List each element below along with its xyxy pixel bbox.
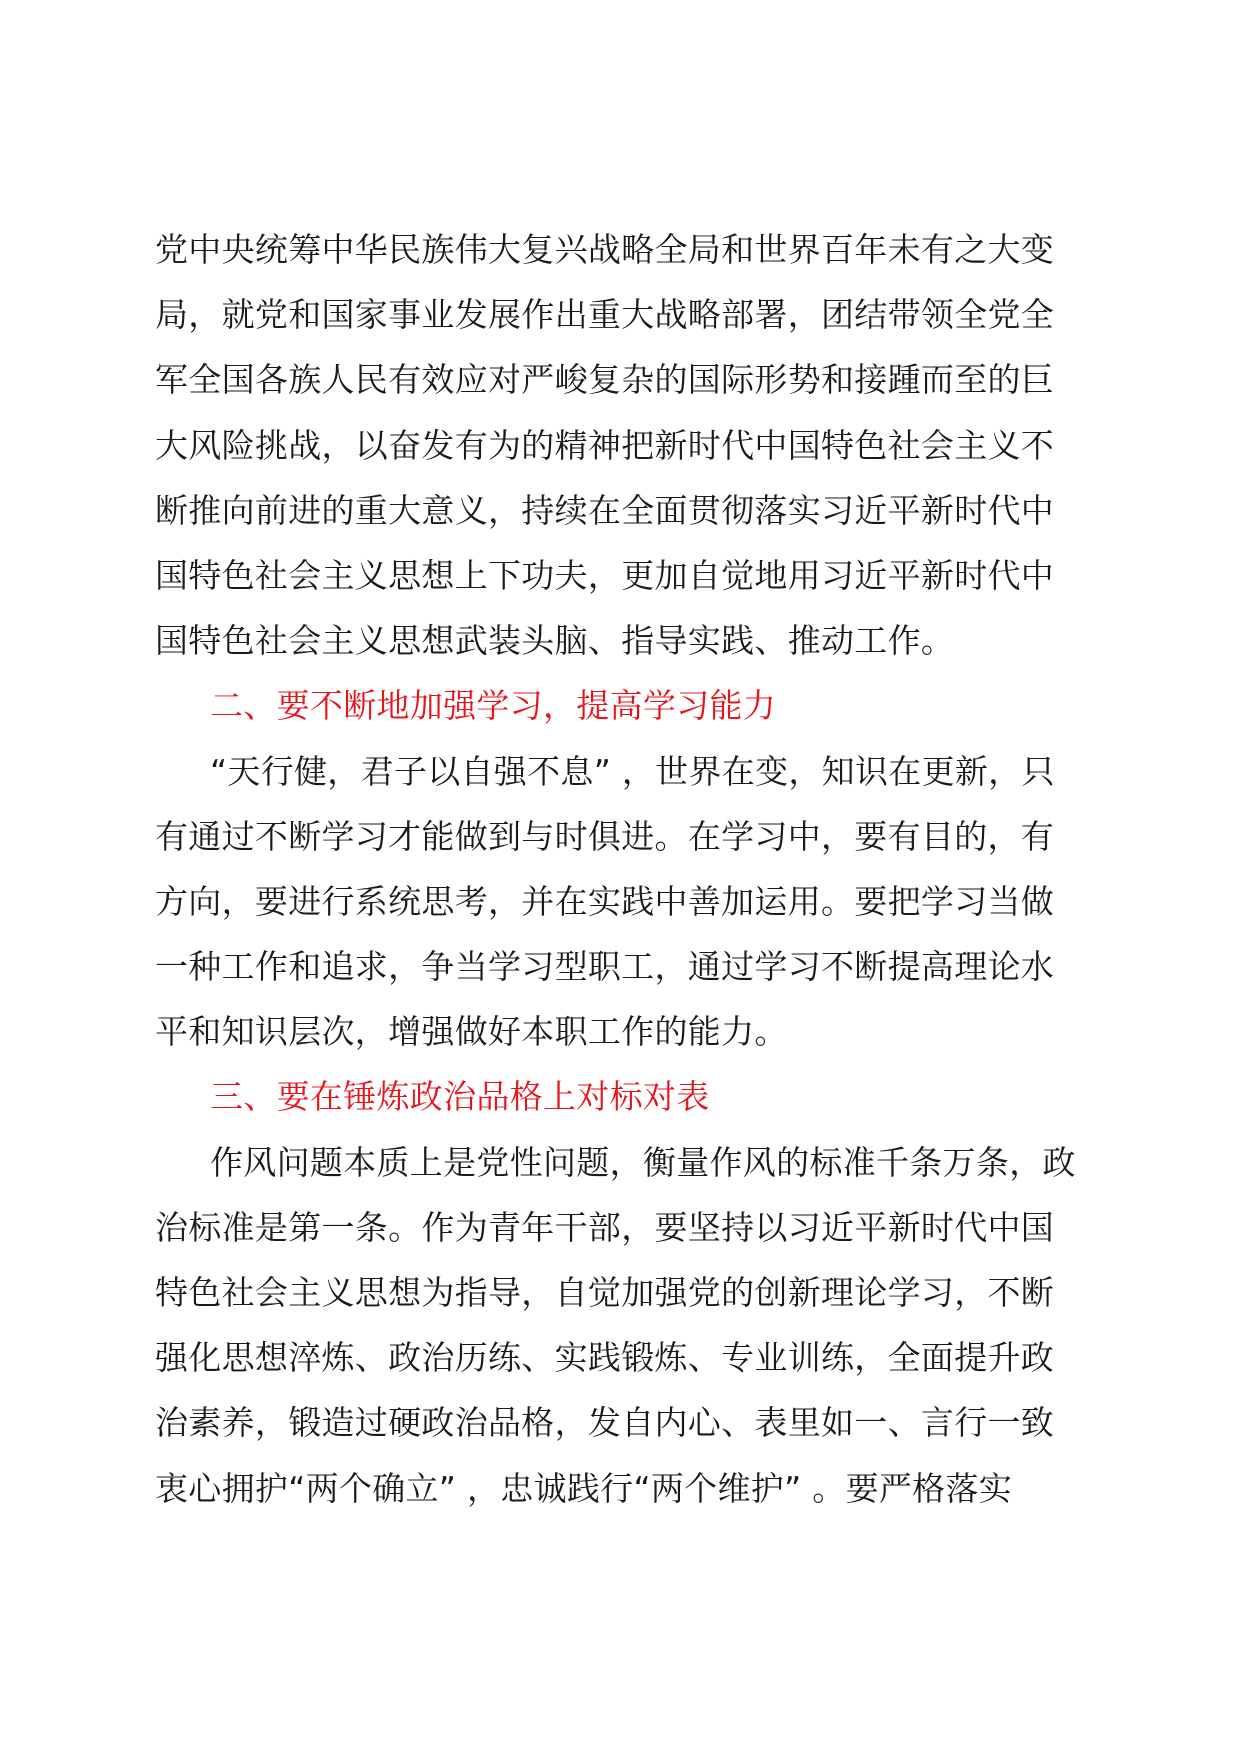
paragraph-line: 作风问题本质上是党性问题，衡量作风的标准千条万条，政 xyxy=(210,1142,1076,1182)
paragraph-3 xyxy=(155,1130,1090,1521)
paragraph-line: 特色社会主义思想为指导，自觉加强党的创新理论学习，不断 xyxy=(155,1273,1055,1312)
paragraph-line: 衷心拥护“两个确立” ，忠诚践行“两个维护” 。要严格落实 xyxy=(155,1468,1013,1508)
paragraph-line: 党中央统筹中华民族伟大复兴战略全局和世界百年未有之大变 xyxy=(155,230,1055,269)
paragraph-2 xyxy=(155,739,1090,1065)
paragraph-line: “天行健，君子以自强不息” ，世界在变，知识在更新，只 xyxy=(210,751,1055,791)
paragraph-line: 国特色社会主义思想武装头脑、指导实践、推动工作。 xyxy=(155,621,955,661)
paragraph-line: 局，就党和国家事业发展作出重大战略部署，团结带领全党全 xyxy=(155,295,1055,335)
document-body xyxy=(155,217,1090,1521)
paragraph-line: 国特色社会主义思想上下功夫，更加自觉地用习近平新时代中 xyxy=(155,555,1055,595)
paragraph-line: 治标准是第一条。作为青年干部，要坚持以习近平新时代中国 xyxy=(155,1207,1055,1247)
paragraph-1 xyxy=(155,217,1090,673)
section-heading-2: 二、要不断地加强学习，提高学习能力 xyxy=(210,686,777,726)
paragraph-line: 军全国各族人民有效应对严峻复杂的国际形势和接踵而至的巨 xyxy=(155,360,1055,400)
paragraph-line: 一种工作和追求，争当学习型职工，通过学习不断提高理论水 xyxy=(155,947,1055,987)
section-heading-3: 三、要在锤炼政治品格上对标对表 xyxy=(210,1077,710,1117)
paragraph-line: 强化思想淬炼、政治历练、实践锻炼、专业训练，全面提升政 xyxy=(155,1338,1055,1378)
paragraph-line: 治素养，锻造过硬政治品格，发自内心、表里如一、言行一致 xyxy=(155,1403,1055,1443)
paragraph-line: 方向，要进行系统思考，并在实践中善加运用。要把学习当做 xyxy=(155,881,1055,921)
paragraph-line: 大风险挑战，以奋发有为的精神把新时代中国特色社会主义不 xyxy=(155,425,1055,465)
paragraph-line: 有通过不断学习才能做到与时俱进。在学习中，要有目的，有 xyxy=(155,816,1055,856)
paragraph-line: 平和知识层次，增强做好本职工作的能力。 xyxy=(155,1012,788,1052)
paragraph-line: 断推向前进的重大意义，持续在全面贯彻落实习近平新时代中 xyxy=(155,490,1055,530)
